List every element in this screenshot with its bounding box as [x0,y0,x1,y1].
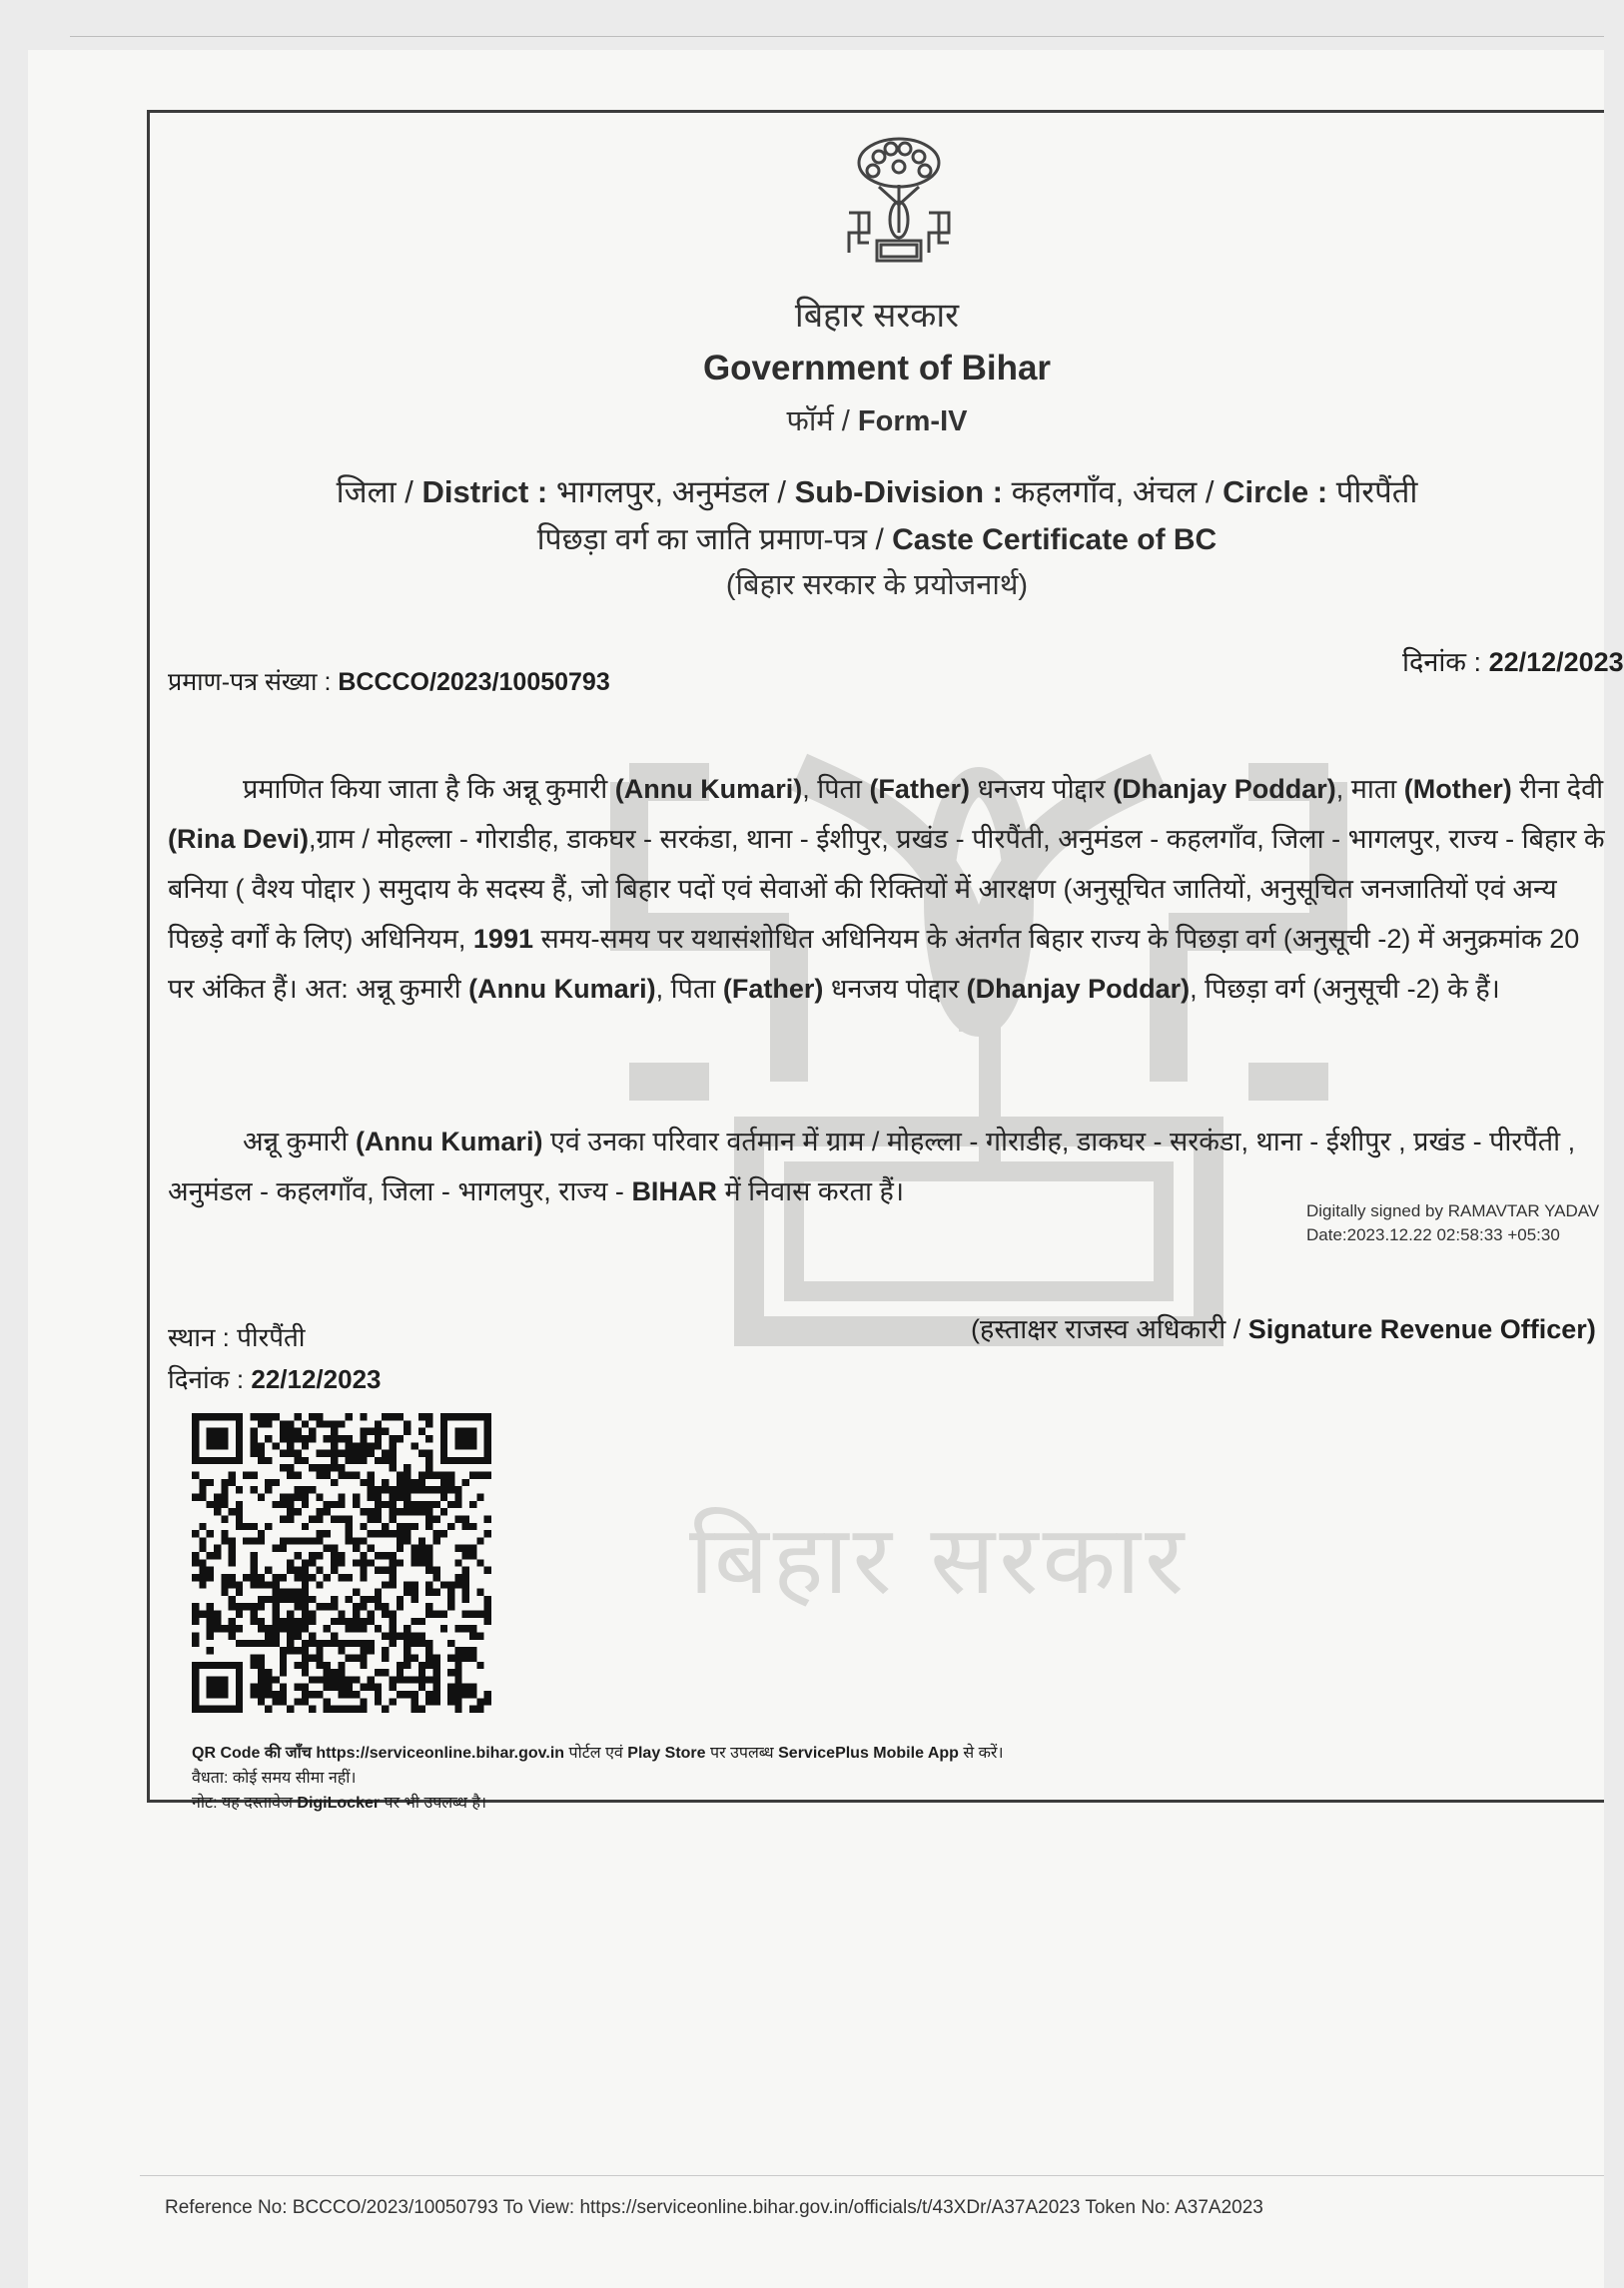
certification-paragraph [168,764,1606,1014]
district-label: District : [421,474,548,509]
p2-name-hindi: अन्नू कुमारी [243,1127,349,1156]
footer-rule [140,2175,1604,2176]
issue-date-label: दिनांक : [1402,647,1482,677]
location-line [150,470,1604,512]
certificate-number-value: BCCCO/2023/10050793 [338,668,610,696]
p1-father-label: (Father) [869,774,970,804]
qr-note-app: ServicePlus Mobile App [778,1745,959,1762]
digilocker-note-text: पर भी उपलब्ध है। [384,1795,487,1812]
p1-act-year: 1991 [472,924,533,954]
digital-signature-date: Date:2023.12.22 02:58:33 +05:30 [1306,1225,1560,1244]
form-label-english: Form-IV [857,405,968,437]
qr-note-text: से करें। [963,1745,1004,1762]
qr-note-text: पर उपलब्ध [710,1745,774,1762]
p1-father-hindi: धनजय पोद्दार [830,974,960,1004]
p1-text: ,ग्राम / मोहल्ला - गोराडीह, डाकघर - सरकंडा, थाना - ईशीपुर, प्रखंड - पीरपैंती, अनुमंडल - कहलगाँव, जिला - भागलपुर, राज्य - बिहार के बनिया ( वैश्य पोद्दार ) समुदाय के सदस्य हैं, जो बिहार पदों एवं सेवाओं की रिक्तियों में आरक्षण (अनुसूचित जातियों, अनुसूचित जनजातियों एवं अन्य पिछड़े वर्गों के लिए) अधिनियम, [168,824,1605,954]
certificate-title-hindi: पिछड़ा वर्ग का जाति प्रमाण-पत्र / [536,523,884,556]
p1-name: (Annu Kumari) [468,974,656,1004]
p2-text: एवं उनका परिवार वर्तमान में ग्राम / मोहल्ला - गोराडीह, डाकघर - सरकंडा, थाना - ईशीपुर , प्रखंड - पीरपैंती , अनुमंडल - कहलगाँव, जिला - भागलपुर, राज्य - [168,1127,1576,1206]
p1-text: , पिछड़ा वर्ग (अनुसूची -2) के हैं। [1190,974,1500,1004]
p2-name: (Annu Kumari) [355,1127,543,1156]
p1-text: प्रमाणित किया जाता है कि अन्नू कुमारी [243,774,608,804]
qr-code-icon [192,1413,491,1713]
p1-mother-name: (Rina Devi) [168,824,310,854]
signature-line [971,1309,1596,1346]
p1-father-hindi: धनजय पोद्दार [977,774,1106,804]
certificate-title-english: Caste Certificate of BC [892,523,1218,556]
qr-note-text: पोर्टल एवं [568,1745,623,1762]
certificate-frame [147,110,1624,1812]
qr-note-url: https://serviceonline.bihar.gov.in [316,1745,565,1762]
place-label: स्थान : [168,1322,230,1352]
p1-name: (Annu Kumari) [614,774,803,804]
form-number [150,400,1604,439]
subdivision-value: कहलगाँव, अंचल / [1011,474,1215,509]
place-date-value: 22/12/2023 [251,1364,382,1394]
header-hindi-title: बिहार सरकार [794,297,960,335]
notes-block [192,1741,1004,1816]
certificate-number [168,664,610,698]
p1-text: , माता [1335,774,1397,804]
certificate-purpose: (बिहार सरकार के प्रयोजनार्थ) [725,569,1029,601]
p1-father-label: (Father) [722,974,824,1004]
p1-mother-label: (Mother) [1403,774,1512,804]
form-label-hindi: फॉर्म / [786,405,850,437]
issue-date [1402,642,1624,679]
qr-verification-note [192,1741,1004,1766]
header-english-title: Government of Bihar [702,349,1052,387]
p1-text: , पिता [802,774,862,804]
district-value: भागलपुर, अनुमंडल / [555,474,786,509]
digilocker-name: DigiLocker [297,1795,381,1812]
bihar-emblem-icon [839,135,959,285]
certificate-title [150,517,1604,558]
watermark-text: बिहार सरकार [689,1504,1189,1616]
reference-footer: Reference No: BCCCO/2023/10050793 To View: https://serviceonline.bihar.gov.in/officials/t/43XDr/A37A2023 Token No: A37A2023 [165,2197,1263,2218]
validity-note: वैधता: कोई समय सीमा नहीं। [192,1770,357,1787]
digilocker-note [192,1791,1004,1816]
signature-english: Signature Revenue Officer) [1247,1314,1596,1344]
digilocker-note-text: नोट: यह दस्तावेज [192,1795,293,1812]
p1-mother-hindi: रीना देवी [1519,774,1604,804]
issue-date-value: 22/12/2023 [1488,647,1624,677]
p2-state: BIHAR [631,1176,717,1206]
p2-text: में निवास करता हैं। [724,1176,905,1206]
p1-text: , पिता [655,974,716,1004]
qr-note-store: Play Store [627,1745,706,1762]
digital-signature-signer: Digitally signed by RAMAVTAR YADAV [1306,1201,1600,1220]
p1-father-name: (Dhanjay Poddar) [1113,774,1336,804]
p1-father-name: (Dhanjay Poddar) [966,974,1191,1004]
place-date-block [168,1316,382,1400]
district-label-hindi: जिला / [336,474,413,509]
p1-text: समय-समय पर यथासंशोधित अधिनियम के अंतर्गत बिहार राज्य के पिछड़ा वर्ग (अनुसूची -2) में अनुक्रमांक 20 पर अंकित हैं। अत: अन्नू कुमारी [168,924,1580,1004]
place-value: पीरपैंती [237,1322,306,1352]
digital-signature [1306,1199,1599,1247]
place-date-label: दिनांक : [168,1364,245,1394]
subdivision-label: Sub-Division : [794,474,1003,509]
circle-value: पीरपैंती [1335,474,1418,509]
top-rule [70,36,1604,37]
qr-note-text: QR Code की जाँच [192,1745,312,1762]
circle-label: Circle : [1222,474,1328,509]
signature-hindi: (हस्ताक्षर राजस्व अधिकारी / [971,1314,1241,1344]
certificate-number-label: प्रमाण-पत्र संख्या : [168,668,332,696]
